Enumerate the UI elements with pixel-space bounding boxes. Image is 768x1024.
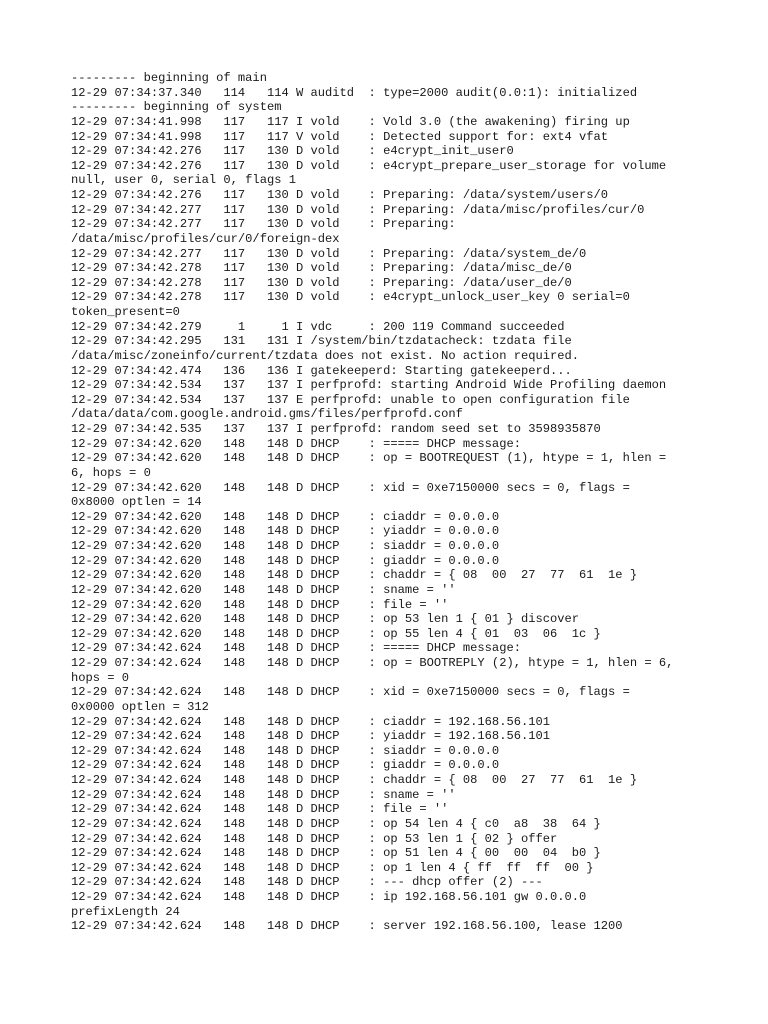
log-line: 12-29 07:34:42.276 117 130 D vold : e4crypt_init_user0 bbox=[71, 144, 514, 159]
log-line: token_present=0 bbox=[71, 305, 180, 319]
log-line: 12-29 07:34:42.620 148 148 D DHCP : op 53 len 1 { 01 } discover bbox=[71, 612, 580, 627]
log-line: 12-29 07:34:42.624 148 148 D DHCP : ip 192.168.56.101 gw 0.0.0.0 bbox=[71, 890, 587, 904]
log-line: 12-29 07:34:42.278 117 130 D vold : Preparing: /data/user_de/0 bbox=[71, 275, 572, 290]
log-line: 0x0000 optlen = 312 bbox=[71, 699, 209, 714]
log-line: /data/misc/profiles/cur/0/foreign-dex bbox=[71, 231, 340, 246]
log-line: 12-29 07:34:42.277 117 130 D vold : Preparing: /data/misc/profiles/cur/0 bbox=[71, 202, 645, 217]
log-line: null, user 0, serial 0, flags 1 bbox=[71, 173, 296, 188]
log-line: 12-29 07:34:42.624 148 148 D DHCP : chaddr = { 08 00 27 77 61 1e } bbox=[71, 773, 638, 787]
log-line: 12-29 07:34:42.624 148 148 D DHCP : siaddr = 0.0.0.0 bbox=[71, 743, 500, 758]
log-line: 12-29 07:34:42.624 148 148 D DHCP : op 1 len 4 { ff ff ff 00 } bbox=[71, 860, 594, 875]
log-line: 12-29 07:34:42.624 148 148 D DHCP : file = '' bbox=[71, 802, 449, 817]
log-line: 12-29 07:34:42.620 148 148 D DHCP : file = '' bbox=[71, 597, 449, 612]
log-line: 12-29 07:34:42.535 137 137 I perfprofd: random seed set to 3598935870 bbox=[71, 422, 601, 436]
log-line: 12-29 07:34:41.998 117 117 I vold : Vold 3.0 (the awakening) firing up bbox=[71, 114, 630, 129]
log-line: 12-29 07:34:42.624 148 148 D DHCP : xid = 0xe7150000 secs = 0, flags = bbox=[71, 685, 630, 700]
log-line: 12-29 07:34:42.277 117 130 D vold : Preparing: bbox=[71, 217, 456, 232]
log-line: 12-29 07:34:42.620 148 148 D DHCP : yiaddr = 0.0.0.0 bbox=[71, 524, 500, 539]
log-line: 12-29 07:34:42.278 117 130 D vold : e4crypt_unlock_user_key 0 serial=0 bbox=[71, 290, 630, 305]
log-line: /data/data/com.google.android.gms/files/perfprofd.conf bbox=[71, 407, 463, 422]
log-line: 12-29 07:34:42.276 117 130 D vold : Preparing: /data/system/users/0 bbox=[71, 188, 609, 202]
log-line: 12-29 07:34:42.277 117 130 D vold : Preparing: /data/system_de/0 bbox=[71, 246, 587, 261]
log-line: 12-29 07:34:41.998 117 117 V vold : Detected support for: ext4 vfat bbox=[71, 129, 609, 144]
log-line: 12-29 07:34:42.620 148 148 D DHCP : op 55 len 4 { 01 03 06 1c } bbox=[71, 626, 601, 641]
log-line: 12-29 07:34:42.620 148 148 D DHCP : giaddr = 0.0.0.0 bbox=[71, 553, 500, 568]
log-line: 12-29 07:34:37.340 114 114 W auditd : type=2000 audit(0.0:1): initialized bbox=[71, 85, 638, 100]
log-line: 12-29 07:34:42.620 148 148 D DHCP : chaddr = { 08 00 27 77 61 1e } bbox=[71, 568, 638, 583]
log-line: 12-29 07:34:42.624 148 148 D DHCP : ===== DHCP message: bbox=[71, 641, 521, 656]
log-line: 12-29 07:34:42.534 137 137 I perfprofd: starting Android Wide Profiling daemon bbox=[71, 378, 667, 393]
log-line: 12-29 07:34:42.620 148 148 D DHCP : xid = 0xe7150000 secs = 0, flags = bbox=[71, 480, 630, 495]
log-line: 12-29 07:34:42.624 148 148 D DHCP : ciaddr = 192.168.56.101 bbox=[71, 714, 550, 729]
log-text-block bbox=[71, 71, 711, 934]
log-line: hops = 0 bbox=[71, 670, 130, 685]
log-line: 0x8000 optlen = 14 bbox=[71, 495, 202, 510]
log-line: prefixLength 24 bbox=[71, 904, 180, 919]
log-line: 12-29 07:34:42.624 148 148 D DHCP : giaddr = 0.0.0.0 bbox=[71, 758, 500, 773]
log-line: 12-29 07:34:42.624 148 148 D DHCP : sname = '' bbox=[71, 787, 456, 802]
log-line: 12-29 07:34:42.624 148 148 D DHCP : op = BOOTREPLY (2), htype = 1, hlen = 6, bbox=[71, 656, 674, 670]
log-line: 12-29 07:34:42.624 148 148 D DHCP : op 51 len 4 { 00 00 04 b0 } bbox=[71, 846, 601, 861]
log-line: 6, hops = 0 bbox=[71, 465, 151, 480]
log-line: 12-29 07:34:42.620 148 148 D DHCP : sname = '' bbox=[71, 582, 456, 597]
log-line: 12-29 07:34:42.624 148 148 D DHCP : server 192.168.56.100, lease 1200 bbox=[71, 919, 623, 934]
log-line: 12-29 07:34:42.624 148 148 D DHCP : op 54 len 4 { c0 a8 38 64 } bbox=[71, 816, 601, 831]
log-line: 12-29 07:34:42.624 148 148 D DHCP : --- dhcp offer (2) --- bbox=[71, 875, 543, 890]
log-line: --------- beginning of system bbox=[71, 100, 282, 115]
log-line: 12-29 07:34:42.620 148 148 D DHCP : ciaddr = 0.0.0.0 bbox=[71, 509, 500, 524]
log-line: 12-29 07:34:42.278 117 130 D vold : Preparing: /data/misc_de/0 bbox=[71, 261, 572, 276]
log-line: 12-29 07:34:42.276 117 130 D vold : e4crypt_prepare_user_storage for volume bbox=[71, 158, 667, 173]
log-line: 12-29 07:34:42.279 1 1 I vdc : 200 119 Command succeeded bbox=[71, 319, 565, 334]
log-line: 12-29 07:34:42.534 137 137 E perfprofd: unable to open configuration file bbox=[71, 392, 630, 407]
log-line: /data/misc/zoneinfo/current/tzdata does not exist. No action required. bbox=[71, 348, 580, 363]
log-line: 12-29 07:34:42.474 136 136 I gatekeeperd: Starting gatekeeperd... bbox=[71, 363, 572, 378]
log-line: 12-29 07:34:42.624 148 148 D DHCP : op 53 len 1 { 02 } offer bbox=[71, 831, 558, 846]
log-line: 12-29 07:34:42.624 148 148 D DHCP : yiaddr = 192.168.56.101 bbox=[71, 729, 550, 744]
log-line: 12-29 07:34:42.620 148 148 D DHCP : op = BOOTREQUEST (1), htype = 1, hlen = bbox=[71, 451, 667, 466]
log-line: 12-29 07:34:42.620 148 148 D DHCP : siaddr = 0.0.0.0 bbox=[71, 539, 500, 553]
log-line: 12-29 07:34:42.620 148 148 D DHCP : ===== DHCP message: bbox=[71, 436, 521, 451]
log-line: --------- beginning of main bbox=[71, 71, 267, 85]
log-line: 12-29 07:34:42.295 131 131 I /system/bin/tzdatacheck: tzdata file bbox=[71, 334, 572, 349]
